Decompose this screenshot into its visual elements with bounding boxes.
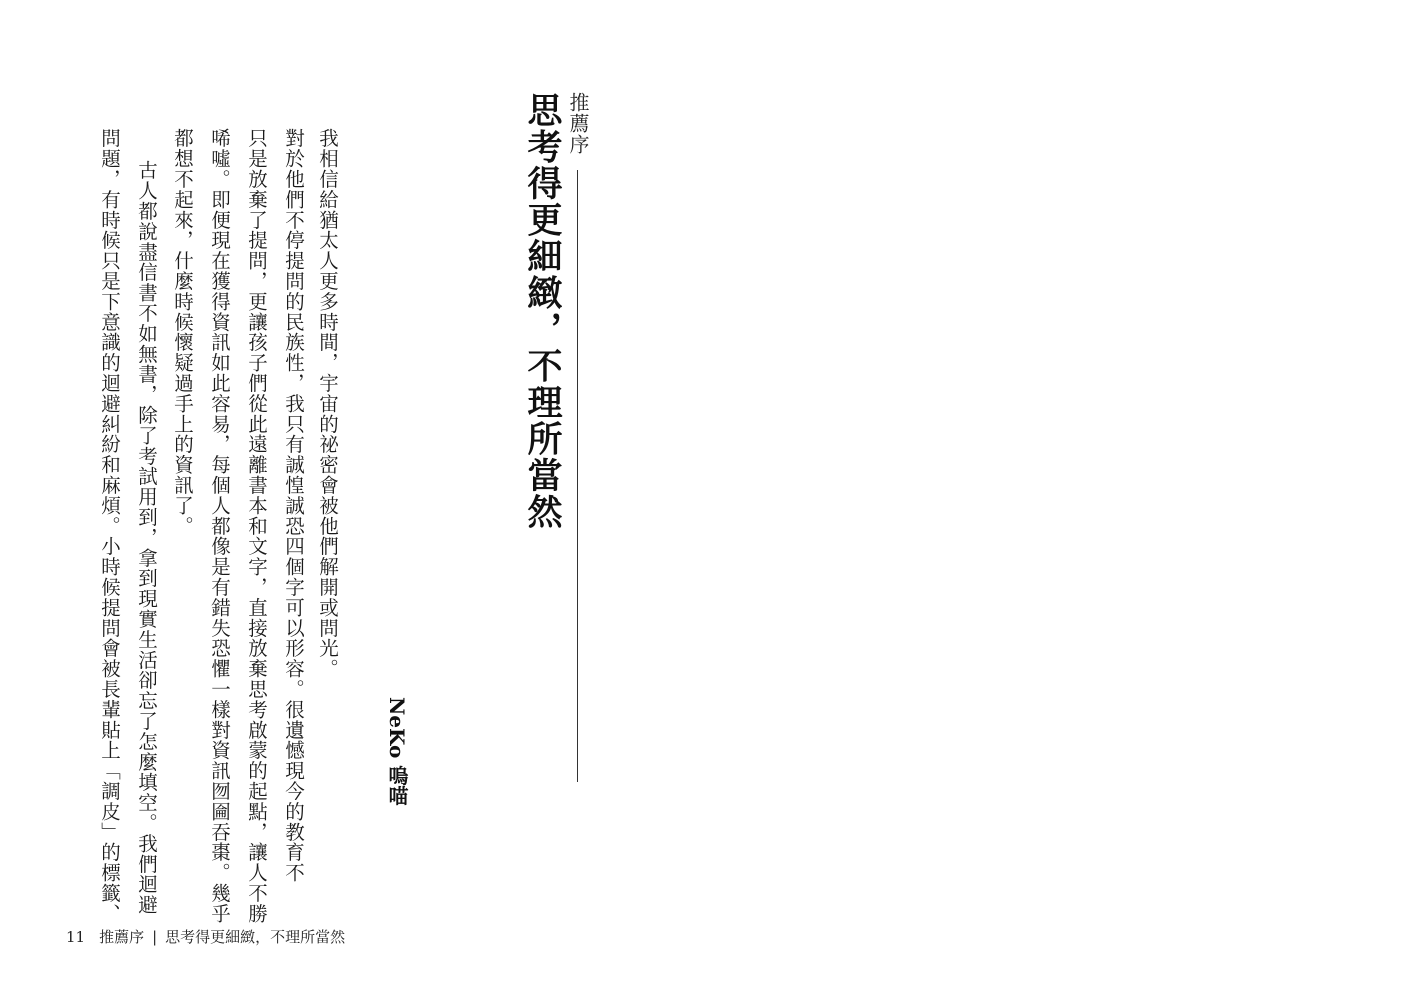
body-line-3: 只是放棄了提問，更讓孩子們從此遠離書本和文字，直接放棄思考啟蒙的起點，讓人不勝 [245, 128, 268, 924]
page-number: 11 [66, 928, 86, 946]
body-line-2: 對於他們不停提問的民族性，我只有誠惶誠恐四個字可以形容。很遺憾現今的教育不 [282, 128, 305, 883]
section-label: 推薦序 [566, 92, 590, 155]
body-line-7: 問題，有時候只是下意識的迴避糾紛和麻煩。小時候提問會被長輩貼上「調皮」的標籤、 [98, 128, 121, 924]
body-line-6: 古人都說盡信書不如無書，除了考試用到，拿到現實生活卻忘了怎麼填空。我們迴避 [135, 160, 158, 915]
chapter-title: 思考得更細緻，不理所當然 [522, 92, 563, 530]
body-line-1: 我相信給猶太人更多時間，宇宙的祕密會被他們解開或問光。 [316, 128, 339, 679]
section-rule [577, 170, 578, 782]
footer-separator: | [152, 928, 158, 946]
author-name: NeKo 嗚喵 [385, 697, 409, 806]
body-line-4: 唏噓。即便現在獲得資訊如此容易，每個人都像是有錯失恐懼一樣對資訊囫圇吞棗。幾乎 [208, 128, 231, 924]
footer-section: 推薦序 [99, 928, 145, 946]
body-line-5: 都想不起來，什麼時候懷疑過手上的資訊了。 [171, 128, 194, 536]
page-footer [66, 927, 345, 947]
footer-running-title: 思考得更細緻，不理所當然 [165, 928, 346, 946]
